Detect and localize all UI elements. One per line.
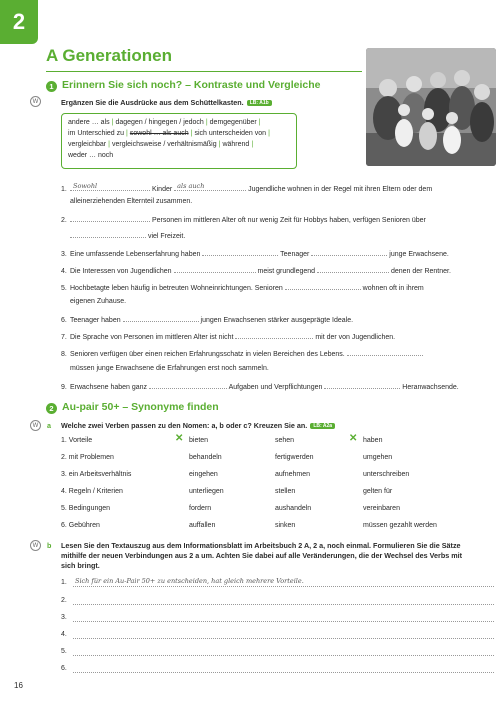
answer-blank[interactable] (70, 214, 150, 222)
item-1-cont: alleinerziehenden Elternteil zusammen. (70, 198, 193, 205)
answer-blank[interactable] (311, 248, 387, 256)
reference-tag: LB: A2a (310, 423, 335, 429)
answer-blank[interactable] (174, 265, 256, 273)
answer-blank[interactable]: als auch (174, 183, 246, 191)
item-9: 9. Erwachsene haben ganz Aufgaben und Verpflichtungen Heranwachsende. (61, 381, 459, 393)
chapter-badge: 2 (0, 0, 38, 44)
word-box-line-1: andere … als | dagegen / hingegen / jedoch | demgegenüber | (68, 119, 261, 126)
section-2b-instruction: Lesen Sie den Textauszug aus dem Informationsblatt im Arbeitsbuch 2 A, 2 a, noch einmal. Formulieren Sie die Sätze mithilfe der neuen Verbindungen aus 2 a um. Achten Sie dabei auf alle Veränderungen, die der Wechsel des Verbs mit sich bringt. (61, 541, 463, 570)
answer-blank[interactable] (149, 381, 227, 389)
section-2-number: 2 (46, 403, 57, 414)
answer-blank[interactable] (202, 248, 278, 256)
word-box-line-4: weder … noch (68, 152, 114, 159)
item-8: 8. Senioren verfügen über einen reichen Erfahrungsschatz in vielen Bereichen des Lebens. (61, 348, 423, 360)
answer-line[interactable] (73, 613, 494, 622)
answer-blank[interactable] (347, 348, 423, 356)
section-2a-instruction: Welche zwei Verben passen zu den Nomen: a, b oder c? Kreuzen Sie an. LB: A2a (61, 421, 335, 430)
item-5: 5. Hochbetagte leben häufig in betreuten Wohneinrichtungen. Senioren wohnen oft in ihrem (61, 282, 424, 294)
section-1-number: 1 (46, 81, 57, 92)
write-line-2: 2. (61, 597, 67, 604)
item-2-cont: viel Freizeit. (70, 230, 185, 242)
word-box-line-2: im Unterschied zu | sowohl … als auch | sich unterscheiden von | (68, 130, 270, 137)
reference-tag: LB: A1b (247, 100, 272, 106)
answer-blank[interactable] (317, 265, 389, 273)
answer-line[interactable] (73, 578, 494, 587)
item-6: 6. Teenager haben jungen Erwachsenen stärker ausgeprägte Ideale. (61, 314, 353, 326)
subtask-b-letter: b (47, 541, 52, 550)
item-5-cont: eigenen Zuhause. (70, 298, 127, 305)
answer-blank[interactable] (70, 230, 146, 238)
example-answer: Sich für ein Au-Pair 50+ zu entscheiden, hat gleich mehrere Vorteile. (75, 577, 304, 585)
item-7: 7. Die Sprache von Personen im mittleren Alter ist nicht mit der von Jugendlichen. (61, 331, 395, 343)
item-3: 3. Eine umfassende Lebenserfahrung haben Teenager junge Erwachsene. (61, 248, 449, 260)
write-line-6: 6. (61, 665, 67, 672)
title-rule (46, 71, 362, 72)
wortschatz-icon: W (30, 96, 41, 107)
answer-blank[interactable] (235, 331, 313, 339)
item-2: 2. Personen im mittleren Alter oft nur wenig Zeit für Hobbys haben, verfügen Senioren über (61, 214, 426, 226)
answer-line[interactable] (73, 647, 494, 656)
section-2-title: Au-pair 50+ – Synonyme finden (62, 401, 219, 413)
used-expression: sowohl … als auch (129, 130, 189, 137)
item-8-cont: müssen junge Erwachsene die Erfahrungen erst noch sammeln. (70, 365, 269, 372)
family-photo (366, 48, 496, 166)
answer-blank[interactable] (324, 381, 400, 389)
write-line-5: 5. (61, 648, 67, 655)
section-1-instruction: Ergänzen Sie die Ausdrücke aus dem Schüttelkasten. LB: A1b (61, 98, 272, 107)
word-box-line-3: vergleichbar | vergleichsweise / verhältnismäßig | während | (68, 141, 254, 148)
write-line-1: 1. (61, 579, 67, 586)
answer-blank[interactable] (285, 282, 361, 290)
cross-mark[interactable]: ✕ (175, 433, 184, 444)
write-line-4: 4. (61, 631, 67, 638)
answer-blank[interactable]: Sowohl (70, 183, 150, 191)
section-1-title: Erinnern Sie sich noch? – Kontraste und Vergleiche (62, 79, 321, 91)
item-4: 4. Die Interessen von Jugendlichen meist grundlegend denen der Rentner. (61, 265, 451, 277)
answer-line[interactable] (73, 630, 494, 639)
answer-blank[interactable] (123, 314, 199, 322)
answer-line[interactable] (73, 664, 494, 673)
family-photo-illustration (366, 48, 496, 166)
answer-line[interactable] (73, 596, 494, 605)
word-box (61, 113, 297, 169)
page-title: A Generationen (46, 46, 172, 65)
subtask-a-letter: a (47, 421, 51, 430)
item-1: 1. Sowohl Kinder als auch Jugendliche wohnen in der Regel mit ihren Eltern oder dem (61, 182, 433, 193)
cross-mark[interactable]: ✕ (349, 433, 358, 444)
wortschatz-icon: W (30, 420, 41, 431)
wortschatz-icon: W (30, 540, 41, 551)
page-number: 16 (14, 681, 23, 690)
write-line-3: 3. (61, 614, 67, 621)
